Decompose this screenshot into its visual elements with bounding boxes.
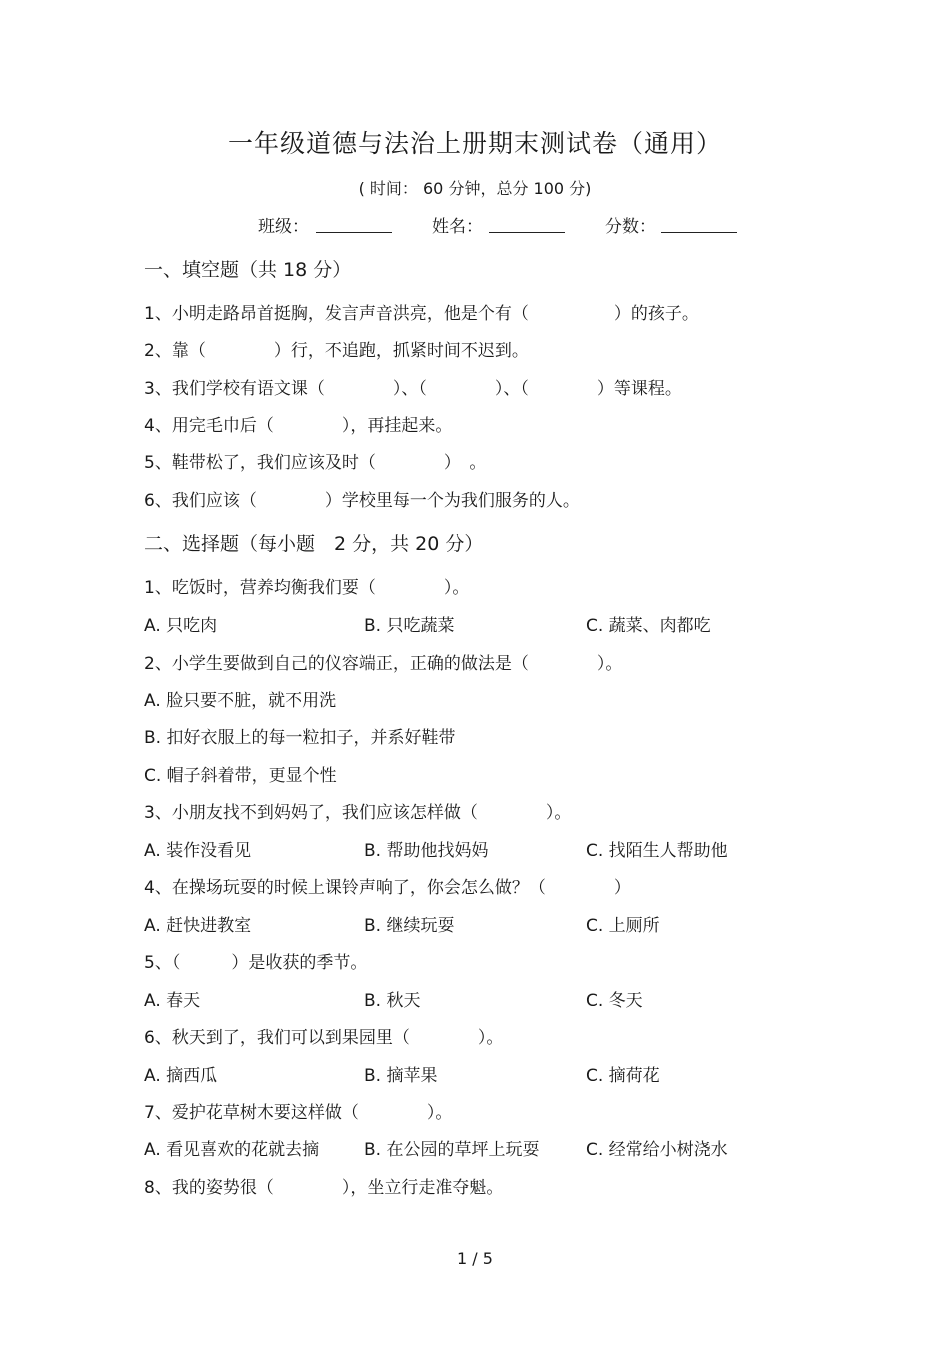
- option-b: B. 秋天: [364, 991, 421, 1011]
- question-stem: 5、（ ）是收获的季节。: [144, 953, 368, 973]
- section-heading-fill-blank: 一、填空题（共 18 分）: [144, 259, 352, 281]
- question-item: 2、靠（ ）行，不追跑，抓紧时间不迟到。: [144, 341, 529, 361]
- option-a: A. 摘西瓜: [144, 1066, 218, 1086]
- name-label: 姓名：: [432, 217, 483, 237]
- question-item: 6、我们应该（ ）学校里每一个为我们服务的人。: [144, 491, 580, 511]
- class-field[interactable]: [316, 232, 392, 233]
- class-label: 班级：: [258, 217, 309, 237]
- question-stem: 8、我的姿势很（ ），坐立行走准夺魁。: [144, 1178, 504, 1198]
- option-c: C. 找陌生人帮助他: [586, 841, 728, 861]
- question-stem: 6、秋天到了，我们可以到果园里（ ）。: [144, 1028, 504, 1048]
- option-c: C. 上厕所: [586, 916, 660, 936]
- score-field[interactable]: [661, 232, 737, 233]
- option-c: C. 摘荷花: [586, 1066, 660, 1086]
- question-stem: 2、小学生要做到自己的仪容端正，正确的做法是（ ）。: [144, 654, 623, 674]
- question-stem: 4、在操场玩耍的时候上课铃声响了，你会怎么做？（ ）: [144, 878, 631, 898]
- option-a: A. 脸只要不脏，就不用洗: [144, 691, 337, 711]
- option-a: A. 看见喜欢的花就去摘: [144, 1140, 320, 1160]
- option-a: A. 春天: [144, 991, 201, 1011]
- question-item: 5、鞋带松了，我们应该及时（ ） 。: [144, 453, 487, 473]
- option-b: B. 扣好衣服上的每一粒扣子，并系好鞋带: [144, 728, 456, 748]
- name-field[interactable]: [489, 232, 565, 233]
- question-stem: 1、吃饭时，营养均衡我们要（ ）。: [144, 578, 470, 598]
- option-b: B. 在公园的草坪上玩耍: [364, 1140, 540, 1160]
- section-heading-multiple-choice: 二、选择题（每小题 2 分，共 20 分）: [144, 533, 484, 555]
- score-label: 分数：: [605, 217, 656, 237]
- question-stem: 3、小朋友找不到妈妈了，我们应该怎样做（ ）。: [144, 803, 572, 823]
- question-stem: 7、爱护花草树木要这样做（ ）。: [144, 1103, 453, 1123]
- option-b: B. 摘苹果: [364, 1066, 438, 1086]
- question-item: 3、我们学校有语文课（ ）、（ ）、（ ）等课程。: [144, 379, 682, 399]
- option-a: A. 赶快进教室: [144, 916, 252, 936]
- question-item: 1、小明走路昂首挺胸，发言声音洪亮，他是个有（ ）的孩子。: [144, 304, 699, 324]
- option-c: C. 帽子斜着带，更显个性: [144, 766, 337, 786]
- exam-info: ( 时间： 60 分钟，总分 100 分): [358, 179, 592, 198]
- option-a: A. 装作没看见: [144, 841, 252, 861]
- question-item: 4、用完毛巾后（ ），再挂起来。: [144, 416, 453, 436]
- option-b: B. 帮助他找妈妈: [364, 841, 489, 861]
- option-c: C. 冬天: [586, 991, 643, 1011]
- option-c: C. 经常给小树浇水: [586, 1140, 728, 1160]
- option-c: C. 蔬菜、肉都吃: [586, 616, 711, 636]
- page-title: 一年级道德与法治上册期末测试卷（通用）: [227, 129, 722, 158]
- option-b: B. 只吃蔬菜: [364, 616, 455, 636]
- option-b: B. 继续玩耍: [364, 916, 455, 936]
- option-a: A. 只吃肉: [144, 616, 218, 636]
- page-number: 1 / 5: [457, 1249, 493, 1268]
